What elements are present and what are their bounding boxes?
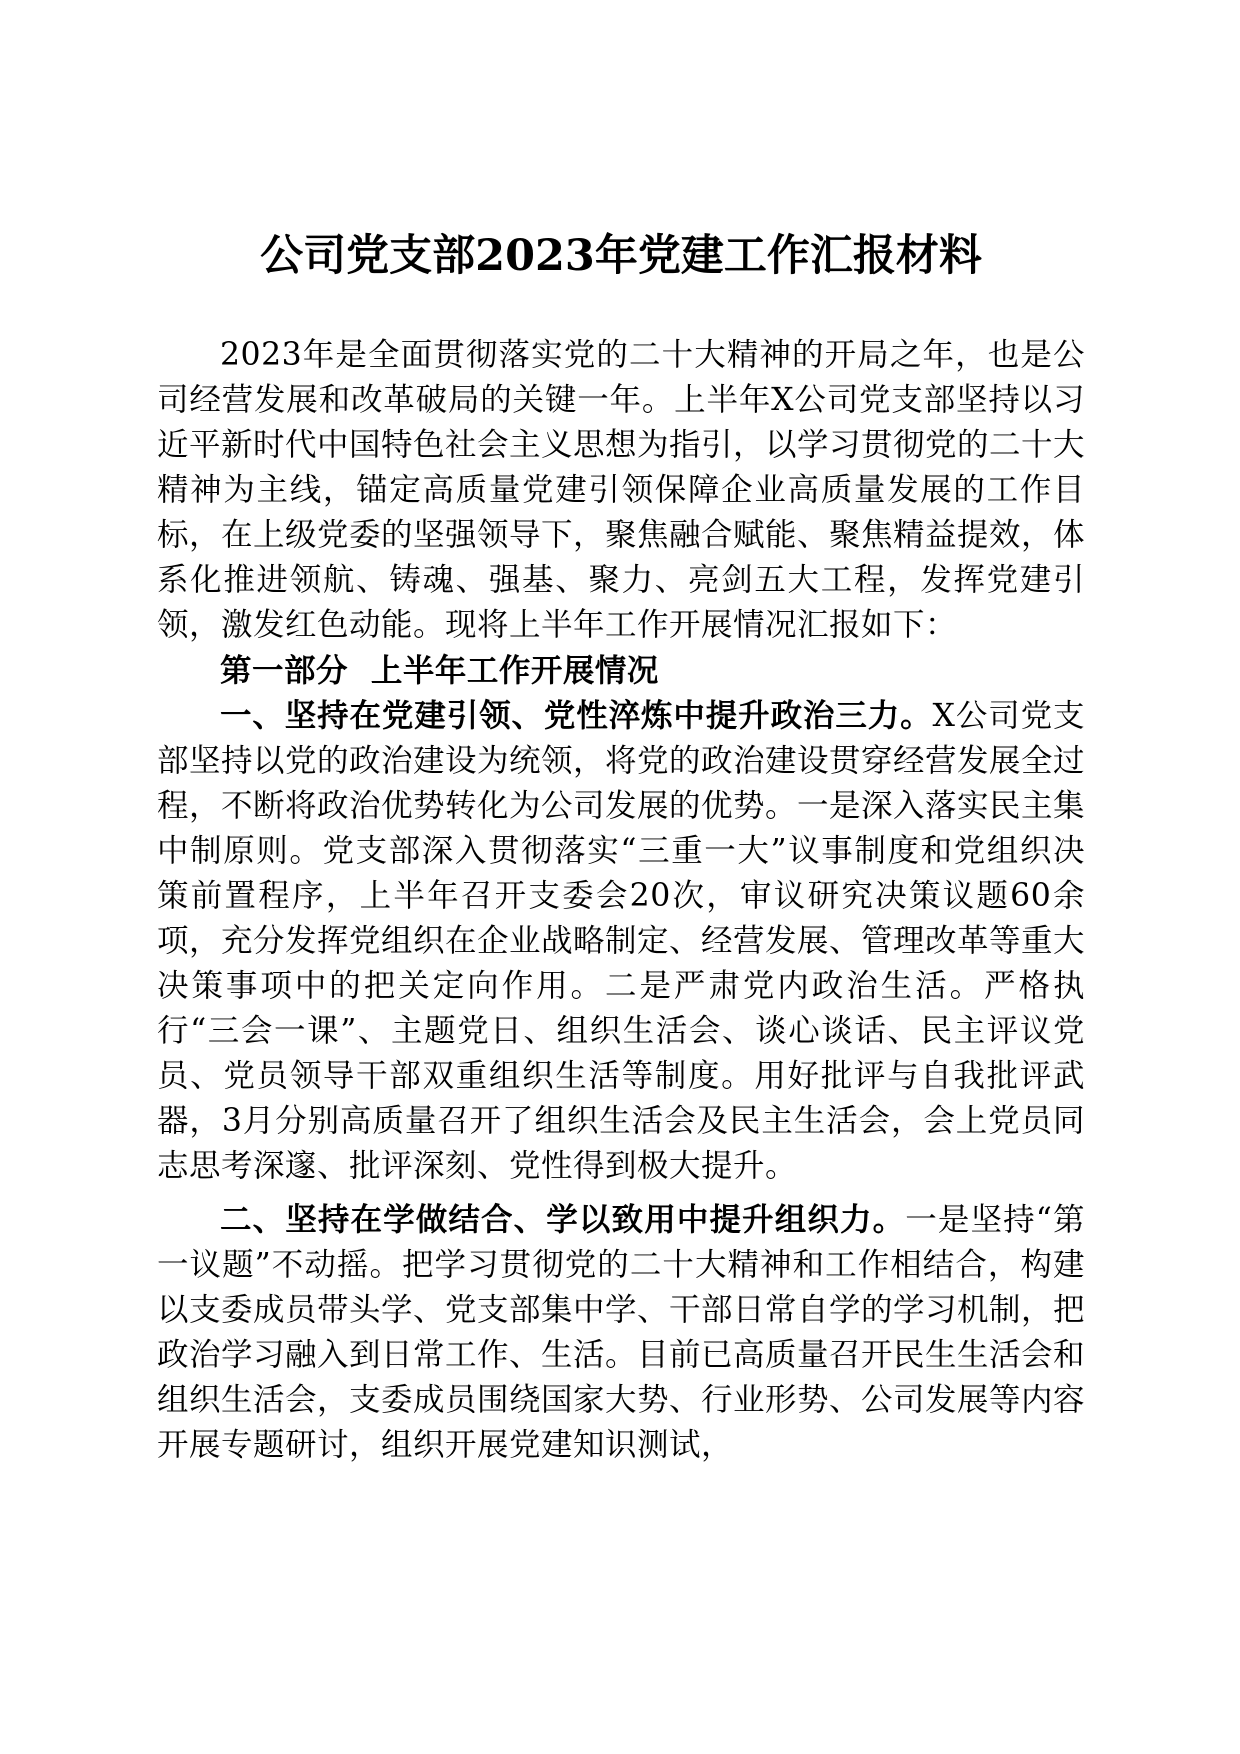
- intro-paragraph: 2023年是全面贯彻落实党的二十大精神的开局之年，也是公司经营发展和改革破局的关键一年。上半年X公司党支部坚持以习近平新时代中国特色社会主义思想为指引，以学习贯彻党的二十大精神为主线，锚定高质量党建引领保障企业高质量发展的工作目标，在上级党委的坚强领导下，聚焦融合赋能、聚焦精益提效，体系化推进领航、铸魂、强基、聚力、亮剑五大工程，发挥党建引领，激发红色动能。现将上半年工作开展情况汇报如下：: [157, 337, 1086, 643]
- section-2-text: 一是坚持“第一议题”不动摇。把学习贯彻党的二十大精神和工作相结合，构建以支委成员带头学、党支部集中学、干部日常自学的学习机制，把政治学习融入到日常工作、生活。目前已高质量召开民生生活会和组织生活会，支委成员围绕国家大势、行业形势、公司发展等内容开展专题研讨，组织开展党建知识测试，: [157, 1202, 1086, 1463]
- part-heading: 第一部分 上半年工作开展情况: [220, 652, 659, 689]
- section-2-lead: 二、坚持在学做结合、学以致用中提升组织力。: [220, 1201, 906, 1238]
- document-title: 公司党支部2023年党建工作汇报材料: [260, 231, 982, 281]
- document-body: [157, 333, 1085, 1468]
- section-2-paragraph: [157, 1197, 1085, 1468]
- section-1-lead: 一、坚持在党建引领、党性淬炼中提升政治三力。: [220, 697, 933, 734]
- section-1-paragraph: [157, 693, 1085, 1189]
- section-1-text: X公司党支部坚持以党的政治建设为统领，将党的政治建设贯穿经营发展全过程，不断将政治优势转化为公司发展的优势。一是深入落实民主集中制原则。党支部深入贯彻落实“三重一大”议事制度和党组织决策前置程序，上半年召开支委会20次，审议研究决策议题60余项，充分发挥党组织在企业战略制定、经营发展、管理改革等重大决策事项中的把关定向作用。二是严肃党内政治生活。严格执行“三会一课”、主题党日、组织生活会、谈心谈话、民主评议党员、党员领导干部双重组织生活等制度。用好批评与自我批评武器，3月分别高质量召开了组织生活会及民主生活会，会上党员同志思考深邃、批评深刻、党性得到极大提升。: [157, 698, 1086, 1184]
- document-page: [157, 0, 1085, 1754]
